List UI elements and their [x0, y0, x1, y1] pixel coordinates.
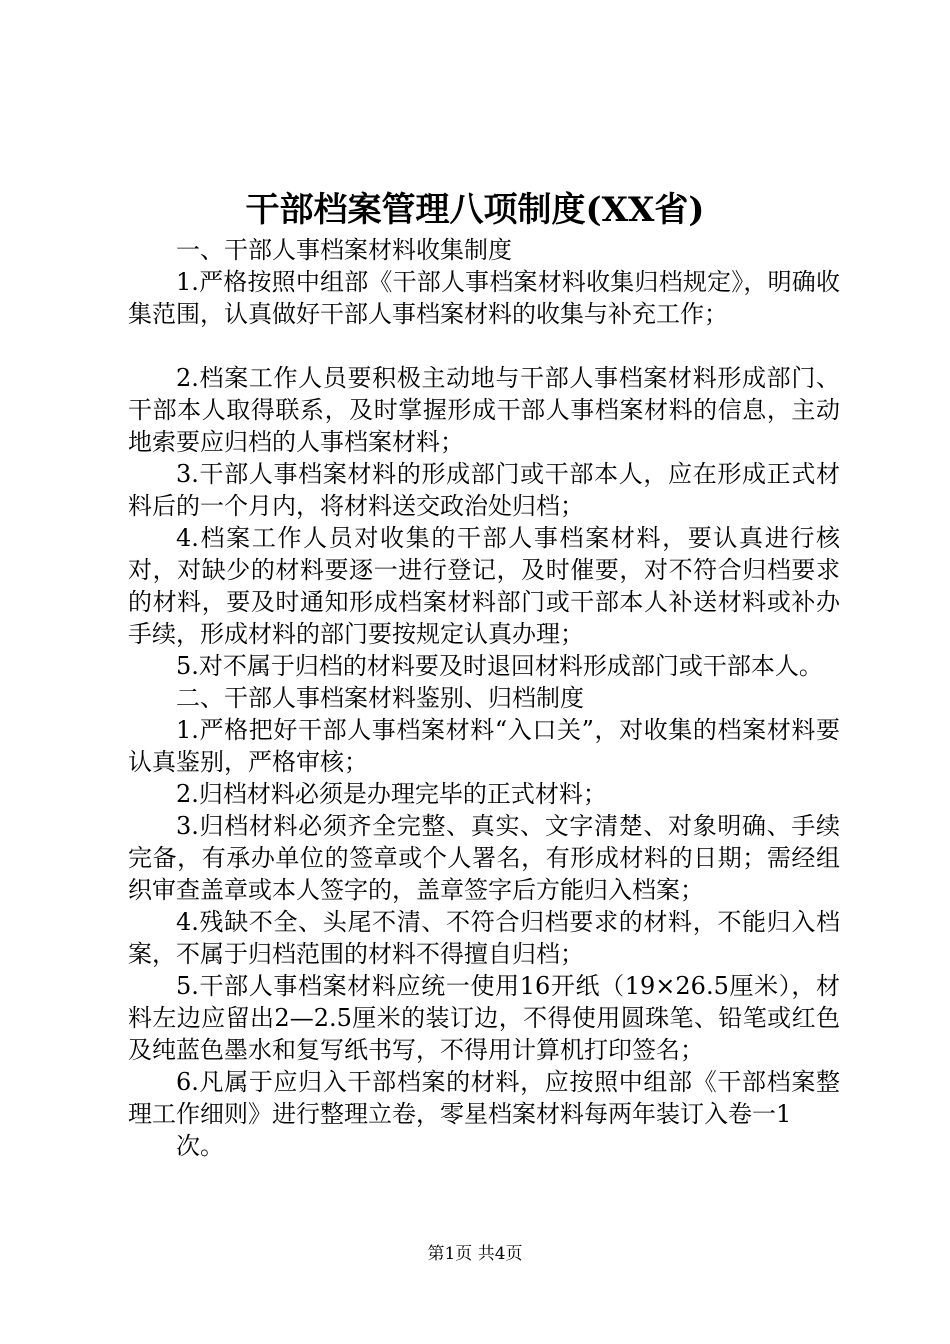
document-body [128, 234, 840, 1162]
paragraph-appraisal-1: 1.严格把好干部人事档案材料“入口关”，对收集的档案材料要认真鉴别，严格审核； [128, 716, 840, 776]
section-heading-collection: 一、干部人事档案材料收集制度 [176, 236, 512, 264]
paragraph-collection-5: 5.对不属于归档的材料要及时退回材料形成部门或干部本人。 [176, 652, 823, 680]
paragraph-appraisal-6-continued: 次。 [176, 1132, 224, 1160]
document-title: 干部档案管理八项制度(XX省) [245, 190, 705, 230]
paragraph-collection-2: 2.档案工作人员要积极主动地与干部人事档案材料形成部门、干部本人取得联系，及时掌握形成干部人事档案材料的信息，主动地索要应归档的人事档案材料； [128, 364, 840, 456]
paragraph-appraisal-5: 5.干部人事档案材料应统一使用16开纸（19×26.5厘米），材料左边应留出2—2.5厘米的装订边，不得使用圆珠笔、铅笔或红色及纯蓝色墨水和复写纸书写，不得用计算机打印签名； [128, 972, 840, 1064]
paragraph-appraisal-2: 2.归档材料必须是办理完毕的正式材料； [176, 780, 607, 808]
paragraph-appraisal-4: 4.残缺不全、头尾不清、不符合归档要求的材料，不能归入档案，不属于归档范围的材料不得擅自归档； [128, 908, 840, 968]
section-heading-appraisal: 二、干部人事档案材料鉴别、归档制度 [176, 684, 584, 712]
paragraph-collection-1: 1.严格按照中组部《干部人事档案材料收集归档规定》，明确收集范围，认真做好干部人事档案材料的收集与补充工作； [128, 268, 840, 328]
page-number-footer: 第1页 共4页 [427, 1244, 523, 1264]
paragraph-appraisal-3: 3.归档材料必须齐全完整、真实、文字清楚、对象明确、手续完备，有承办单位的签章或个人署名，有形成材料的日期；需经组织审查盖章或本人签字的，盖章签字后方能归入档案； [128, 812, 840, 904]
paragraph-collection-4: 4.档案工作人员对收集的干部人事档案材料，要认真进行核对，对缺少的材料要逐一进行登记，及时催要，对不符合归档要求的材料，要及时通知形成档案材料部门或干部本人补送材料或补办手续，形成材料的部门要按规定认真办理； [128, 524, 840, 648]
paragraph-appraisal-6: 6.凡属于应归入干部档案的材料，应按照中组部《干部档案整理工作细则》进行整理立卷，零星档案材料每两年装订入卷一1 [128, 1068, 840, 1128]
paragraph-collection-3: 3.干部人事档案材料的形成部门或干部本人，应在形成正式材料后的一个月内，将材料送交政治处归档； [128, 460, 840, 520]
paragraph-spacer [128, 330, 840, 362]
